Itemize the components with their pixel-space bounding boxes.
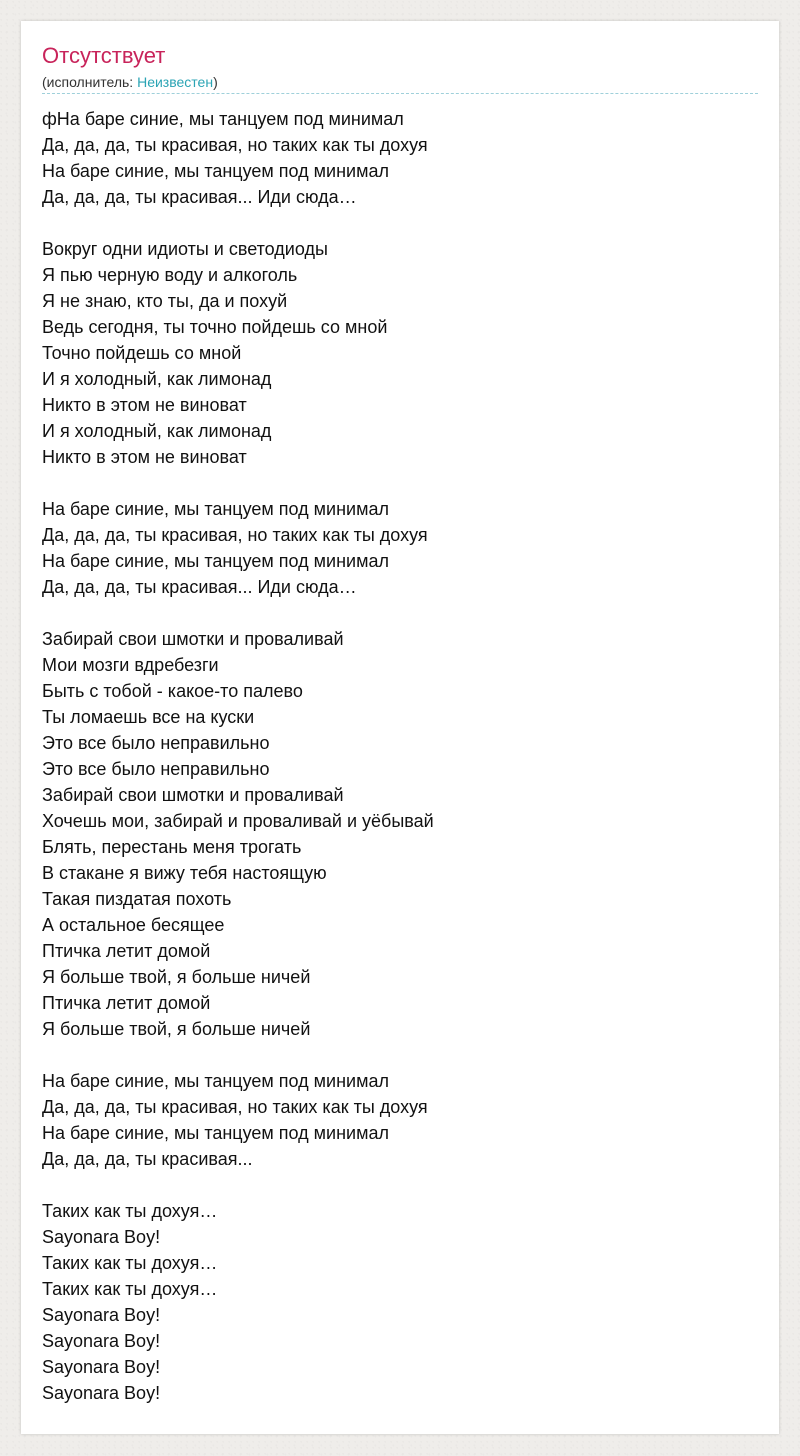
lyrics-line: Да, да, да, ты красивая, но таких как ты дохуя — [42, 525, 428, 545]
lyrics-line: Ведь сегодня, ты точно пойдешь со мной — [42, 317, 388, 337]
lyrics-stanza — [42, 496, 434, 600]
lyrics-stanza — [42, 1198, 434, 1406]
lyrics-line: Да, да, да, ты красивая... Иди сюда… — [42, 577, 357, 597]
lyrics-line: Птичка летит домой — [42, 941, 211, 961]
lyrics-line: На баре синие, мы танцуем под минимал — [42, 551, 389, 571]
lyrics-line: Я не знаю, кто ты, да и похуй — [42, 291, 288, 311]
lyrics-line: И я холодный, как лимонад — [42, 421, 272, 441]
lyrics-line: Sayonara Boy! — [42, 1227, 161, 1247]
lyrics-line: Я больше твой, я больше ничей — [42, 967, 311, 987]
artist-suffix: ) — [213, 74, 218, 90]
artist-link[interactable]: Неизвестен — [137, 74, 214, 90]
lyrics-line: На баре синие, мы танцуем под минимал — [42, 161, 389, 181]
lyrics-line: Никто в этом не виноват — [42, 395, 247, 415]
lyrics-line: Да, да, да, ты красивая, но таких как ты дохуя — [42, 135, 428, 155]
lyrics-line: И я холодный, как лимонад — [42, 369, 272, 389]
title-divider — [42, 93, 758, 94]
lyrics-line: На баре синие, мы танцуем под минимал — [42, 1123, 389, 1143]
lyrics-line: фНа баре синие, мы танцуем под минимал — [42, 109, 404, 129]
lyrics-line: Забирай свои шмотки и проваливай — [42, 629, 344, 649]
lyrics-line: Я больше твой, я больше ничей — [42, 1019, 311, 1039]
lyrics-stanza — [42, 236, 434, 470]
lyrics-line: Таких как ты дохуя… — [42, 1201, 218, 1221]
lyrics-line: Точно пойдешь со мной — [42, 343, 242, 363]
lyrics-card — [21, 21, 779, 1434]
lyrics-line: Sayonara Boy! — [42, 1331, 161, 1351]
lyrics-line: Птичка летит домой — [42, 993, 211, 1013]
lyrics-stanza — [42, 106, 434, 210]
song-title: Отсутствует — [42, 43, 166, 68]
lyrics-line: Sayonara Boy! — [42, 1305, 161, 1325]
lyrics-text — [42, 106, 434, 1406]
lyrics-stanza — [42, 626, 434, 1042]
lyrics-line: Да, да, да, ты красивая... — [42, 1149, 253, 1169]
lyrics-line: Блять, перестань меня трогать — [42, 837, 302, 857]
lyrics-line: Таких как ты дохуя… — [42, 1279, 218, 1299]
lyrics-line: А остальное бесящее — [42, 915, 225, 935]
lyrics-line: Я пью черную воду и алкоголь — [42, 265, 298, 285]
lyrics-line: Ты ломаешь все на куски — [42, 707, 255, 727]
lyrics-line: Такая пиздатая похоть — [42, 889, 232, 909]
lyrics-line: Хочешь мои, забирай и проваливай и уёбывай — [42, 811, 434, 831]
lyrics-line: В стакане я вижу тебя настоящую — [42, 863, 327, 883]
lyrics-line: Да, да, да, ты красивая, но таких как ты дохуя — [42, 1097, 428, 1117]
lyrics-line: Да, да, да, ты красивая... Иди сюда… — [42, 187, 357, 207]
lyrics-line: Никто в этом не виноват — [42, 447, 247, 467]
lyrics-line: Забирай свои шмотки и проваливай — [42, 785, 344, 805]
lyrics-line: Вокруг одни идиоты и светодиоды — [42, 239, 328, 259]
lyrics-line: На баре синие, мы танцуем под минимал — [42, 499, 389, 519]
artist-line — [42, 72, 218, 92]
lyrics-line: Таких как ты дохуя… — [42, 1253, 218, 1273]
lyrics-line: Мои мозги вдребезги — [42, 655, 219, 675]
lyrics-stanza — [42, 1068, 434, 1172]
lyrics-line: Sayonara Boy! — [42, 1357, 161, 1377]
lyrics-line: Sayonara Boy! — [42, 1383, 161, 1403]
lyrics-line: Это все было неправильно — [42, 733, 270, 753]
lyrics-line: На баре синие, мы танцуем под минимал — [42, 1071, 389, 1091]
artist-prefix: (исполнитель: — [42, 74, 138, 90]
lyrics-line: Быть с тобой - какое-то палево — [42, 681, 303, 701]
lyrics-line: Это все было неправильно — [42, 759, 270, 779]
